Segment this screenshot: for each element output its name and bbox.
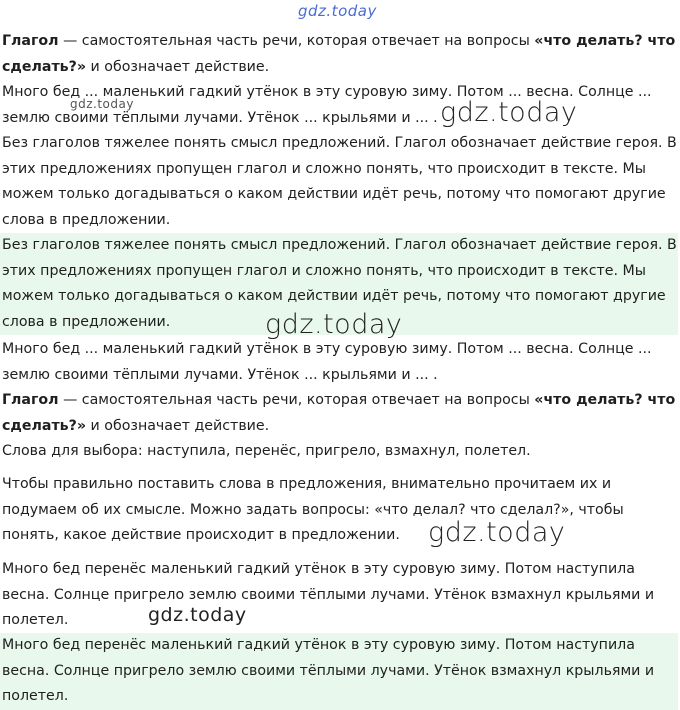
answer-text: Много бед перенёс маленький гадкий утёнок в эту суровую зиму. Потом наступила весна. Солнце пригрело землю своими тёплыми лучами. Утёнок взмахнул крыльями и полетел. (2, 561, 655, 628)
definition-text-2: и обозначает действие. (86, 417, 270, 434)
explanation-text: Без глаголов тяжелее понять смысл предложений. Глагол обозначает действие героя. В этих предложениях пропущен глагол и сложно понять, что происходит в тексте. Мы можем только догадываться о каком действии идёт речь, потому что помогают другие слова в предложении. (2, 135, 677, 228)
definition-term: Глагол (2, 392, 59, 408)
definition-text-1: — самостоятельная часть речи, которая отвечает на вопросы (58, 392, 535, 408)
answer-highlight: Много бед перенёс маленький гадкий утёнок в эту суровую зиму. Потом наступила весна. Солнце пригрело землю своими тёплыми лучами. Утёнок взмахнул крыльями и полетел. (0, 633, 678, 710)
definition-text-2: и обозначает действие. (86, 58, 270, 75)
definition-questions: «что делать? что сделать?» (2, 392, 676, 434)
word-choice: Слова для выбора: наступила, перенёс, пригрело, взмахнул, полетел. (2, 443, 531, 459)
explanation-highlight: Без глаголов тяжелее понять смысл предложений. Глагол обозначает действие героя. В этих предложениях пропущен глагол и сложно понять, что происходит в тексте. Мы можем только догадываться о каком действии идёт речь, потому что помогают другие слова в предложении. (0, 233, 678, 335)
definition-text-1: — самостоятельная часть речи, которая отвечает на вопросы (58, 33, 535, 49)
watermark-small-2: gdz.today (148, 604, 247, 626)
advice-text: Чтобы правильно поставить слова в предложения, внимательно прочитаем их и подумаем об их смысле. Можно задать вопросы: «что делал? что сделал?», чтобы понять, какое действие происходит в предложении. (2, 476, 624, 543)
watermark-top: gdz.today (298, 2, 377, 20)
definition-block (0, 29, 678, 80)
watermark-big-2: gdz.today (265, 309, 403, 340)
exercise-text: Много бед ... маленький гадкий утёнок в эту суровую зиму. Потом ... весна. Солнце ... землю своими тёплыми лучами. Утёнок ... крыльями и ... . (2, 84, 652, 126)
definition-questions: «что делать? что сделать?» (2, 33, 676, 75)
definition-block-repeat (0, 388, 678, 439)
watermark-big-1: gdz.today (440, 97, 578, 128)
watermark-big-3: gdz.today (428, 517, 566, 548)
watermark-small: gdz.today (70, 97, 134, 111)
definition-term: Глагол (2, 33, 59, 49)
exercise-text-repeat: Много бед ... маленький гадкий утёнок в эту суровую зиму. Потом ... весна. Солнце ... землю своими тёплыми лучами. Утёнок ... крыльями и ... . (2, 341, 652, 383)
